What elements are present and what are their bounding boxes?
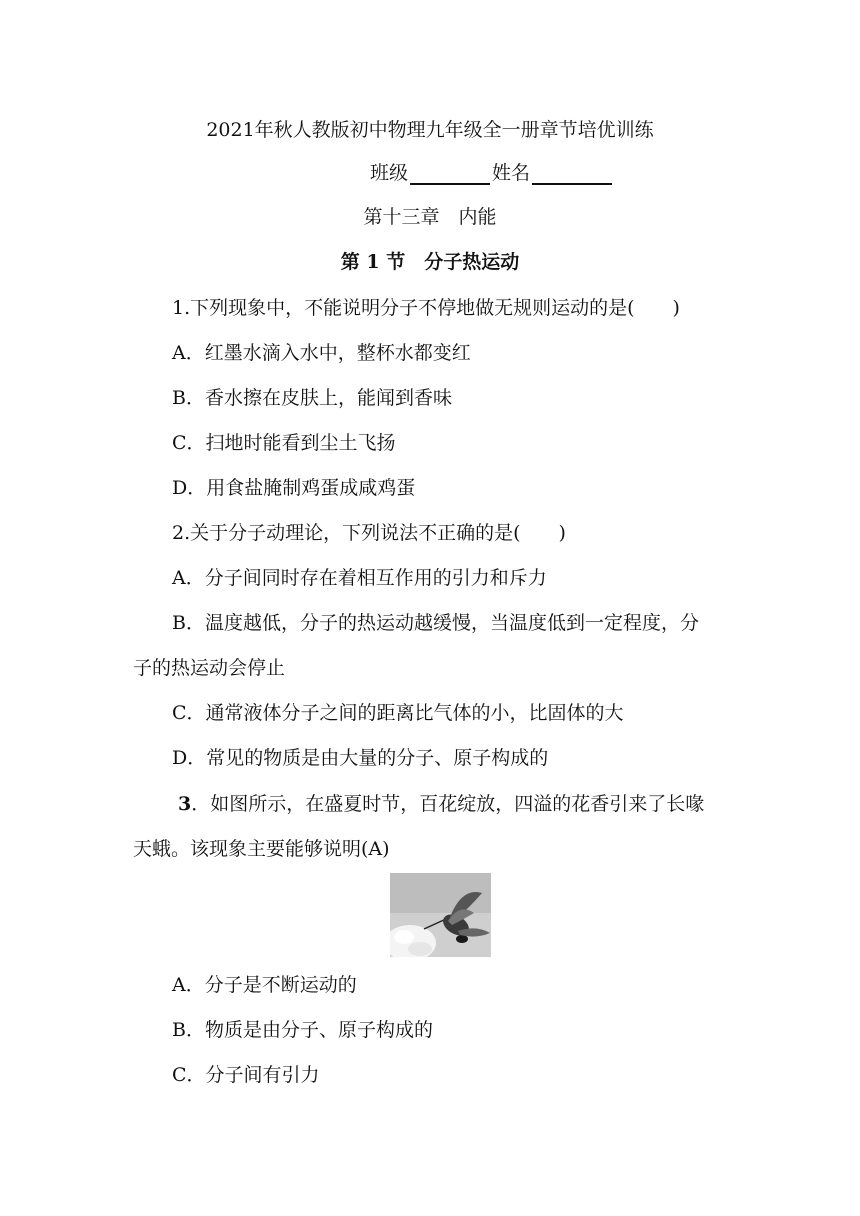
class-blank[interactable]: [410, 163, 490, 185]
question-3-stem-line2: 天蛾。该现象主要能够说明(A): [133, 838, 390, 860]
question-3-option-a: A．分子是不断运动的: [172, 974, 357, 996]
question-1-stem: 1.下列现象中，不能说明分子不停地做无规则运动的是( ): [172, 297, 680, 319]
hawk-moth-image: [390, 873, 491, 957]
document-title: 2021年秋人教版初中物理九年级全一册章节培优训练: [206, 119, 654, 141]
question-2-option-a: A．分子间同时存在着相互作用的引力和斥力: [172, 567, 547, 589]
question-3-option-b: B．物质是由分子、原子构成的: [172, 1019, 433, 1041]
question-3-stem-text: ．如图所示，在盛夏时节，百花绽放，四溢的花香引来了长喙: [191, 793, 705, 815]
question-2-option-b-line1: B．温度越低，分子的热运动越缓慢，当温度低到一定程度，分: [172, 612, 699, 634]
question-1-option-c: C．扫地时能看到尘土飞扬: [172, 432, 396, 454]
question-2-option-b-line2: 子的热运动会停止: [133, 657, 286, 679]
section-title: 第 1 节 分子热运动: [340, 251, 520, 273]
question-3-option-c: C．分子间有引力: [172, 1064, 320, 1086]
question-3-number: 3: [178, 793, 192, 815]
question-2-stem: 2.关于分子动理论，下列说法不正确的是( ): [172, 522, 566, 544]
question-2-option-c: C．通常液体分子之间的距离比气体的小，比固体的大: [172, 702, 624, 724]
question-1-option-d: D．用食盐腌制鸡蛋成咸鸡蛋: [172, 477, 416, 499]
chapter-title: 第十三章 内能: [363, 206, 497, 228]
question-2-option-d: D．常见的物质是由大量的分子、原子构成的: [172, 747, 549, 769]
question-1-option-b: B．香水擦在皮肤上，能闻到香味: [172, 387, 452, 409]
name-blank[interactable]: [532, 163, 612, 185]
class-name-fields: [370, 161, 614, 185]
name-label: 姓名: [492, 162, 531, 184]
question-3-stem-line1: [178, 792, 704, 816]
hawk-moth-drawing: [390, 873, 491, 957]
class-label: 班级: [370, 162, 409, 184]
question-1-option-a: A．红墨水滴入水中，整杯水都变红: [172, 342, 471, 364]
